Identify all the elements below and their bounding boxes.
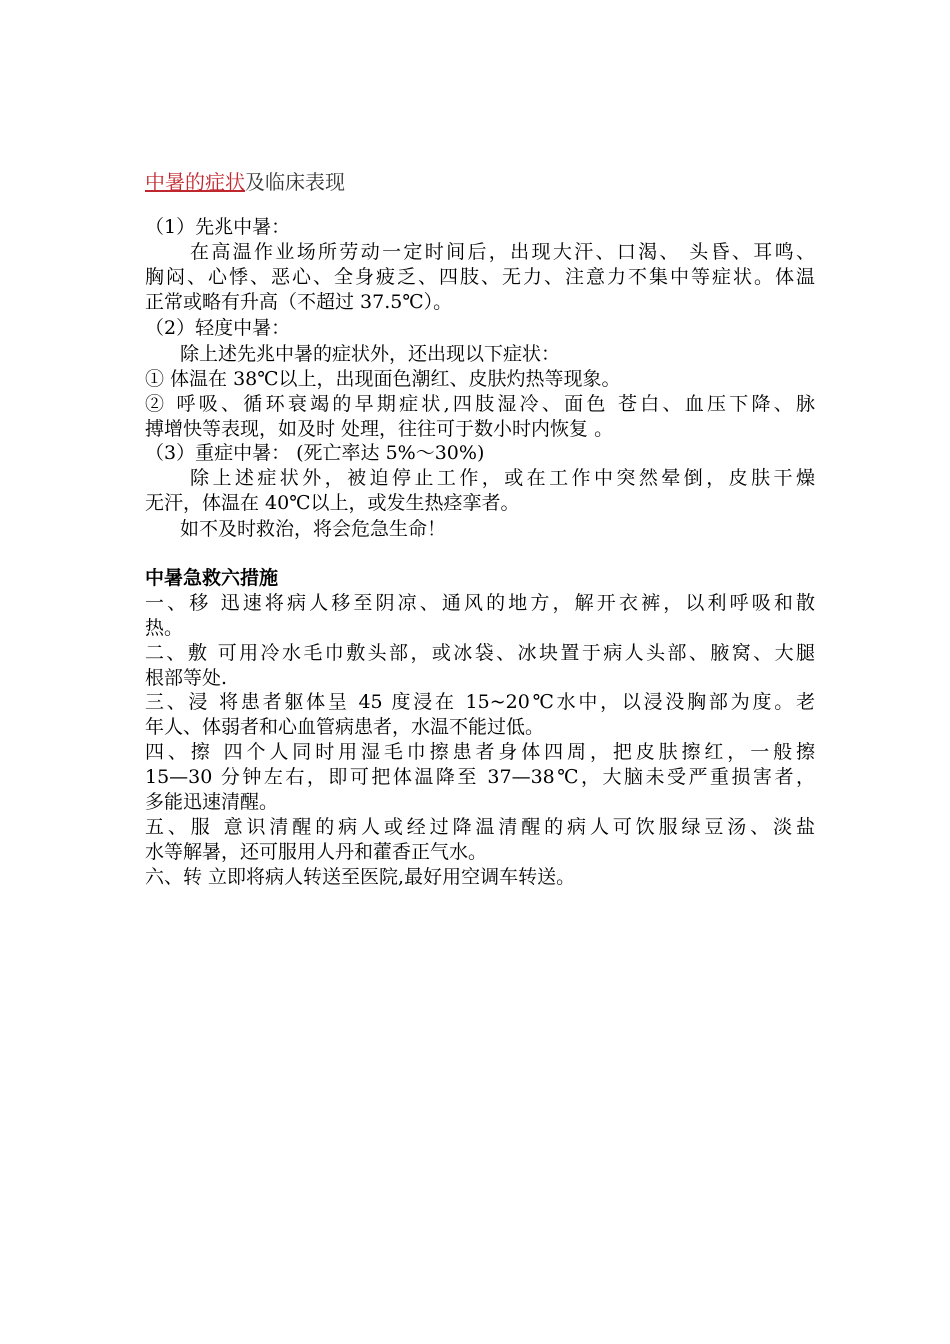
symptom-3-line-2: 无汗，体温在 40℃以上，或发生热痉挛者。 [145, 492, 520, 514]
measure-4-line-1: 四、擦 四个人同时用湿毛巾擦患者身体四周，把皮肤擦红，一般擦 [145, 741, 815, 763]
symptom-1-line-1: 在高温作业场所劳动一定时间后，出现大汗、口渴、 头昏、耳鸣、 [190, 241, 815, 263]
symptom-2-line-1: 除上述先兆中暑的症状外，还出现以下症状： [180, 343, 561, 365]
symptom-3-line-1: 除上述症状外，被迫停止工作，或在工作中突然晕倒，皮肤干燥 [190, 467, 815, 489]
title-link[interactable]: 中暑的症状 [145, 170, 245, 194]
symptom-3-heading: （3）重症中暑： (死亡率达 5%～30%) [145, 442, 485, 464]
measure-2-line-2: 根部等处. [145, 667, 228, 689]
symptom-2-line-3: ② 呼吸、循环衰竭的早期症状,四肢湿冷、面色 苍白、血压下降、脉 [145, 393, 815, 415]
symptom-1-line-3: 正常或略有升高（不超过 37.5℃）。 [145, 291, 453, 313]
page-title [145, 168, 815, 196]
measure-5-line-1: 五、服 意识清醒的病人或经过降温清醒的病人可饮服绿豆汤、淡盐 [145, 816, 815, 838]
measure-1-line-1: 一、移 迅速将病人移至阴凉、通风的地方，解开衣裤，以利呼吸和散 [145, 592, 815, 614]
measure-2-line-1: 二、敷 可用冷水毛巾敷头部，或冰袋、冰块置于病人头部、腋窝、大腿 [145, 642, 815, 664]
measure-3-line-1: 三、浸 将患者躯体呈 45 度浸在 15~20℃水中，以浸没胸部为度。老 [145, 691, 815, 713]
title-rest: 及临床表现 [245, 170, 345, 194]
symptom-2-heading: （2）轻度中暑： [145, 317, 291, 339]
measure-6-line-1: 六、转 立即将病人转送至医院,最好用空调车转送。 [145, 866, 576, 888]
measure-1-line-2: 热。 [145, 617, 184, 639]
symptom-3-line-3: 如不及时救治，将会危急生命！ [180, 518, 447, 540]
symptom-2-line-2: ① 体温在 38℃以上，出现面色潮红、皮肤灼热等现象。 [145, 368, 621, 390]
firstaid-heading: 中暑急救六措施 [145, 567, 279, 589]
symptom-2-line-4: 搏增快等表现，如及时 处理，往往可于数小时内恢复 。 [145, 418, 614, 440]
measure-4-line-3: 多能迅速清醒。 [145, 791, 279, 813]
measure-5-line-2: 水等解暑，还可服用人丹和藿香正气水。 [145, 841, 488, 863]
measure-3-line-2: 年人、体弱者和心血管病患者，水温不能过低。 [145, 716, 545, 738]
measure-4-line-2: 15—30 分钟左右，即可把体温降至 37—38℃，大脑未受严重损害者， [145, 766, 815, 788]
symptom-1-heading: （1）先兆中暑： [145, 216, 291, 238]
symptom-1-line-2: 胸闷、心悸、恶心、全身疲乏、四肢、无力、注意力不集中等症状。体温 [145, 266, 815, 288]
